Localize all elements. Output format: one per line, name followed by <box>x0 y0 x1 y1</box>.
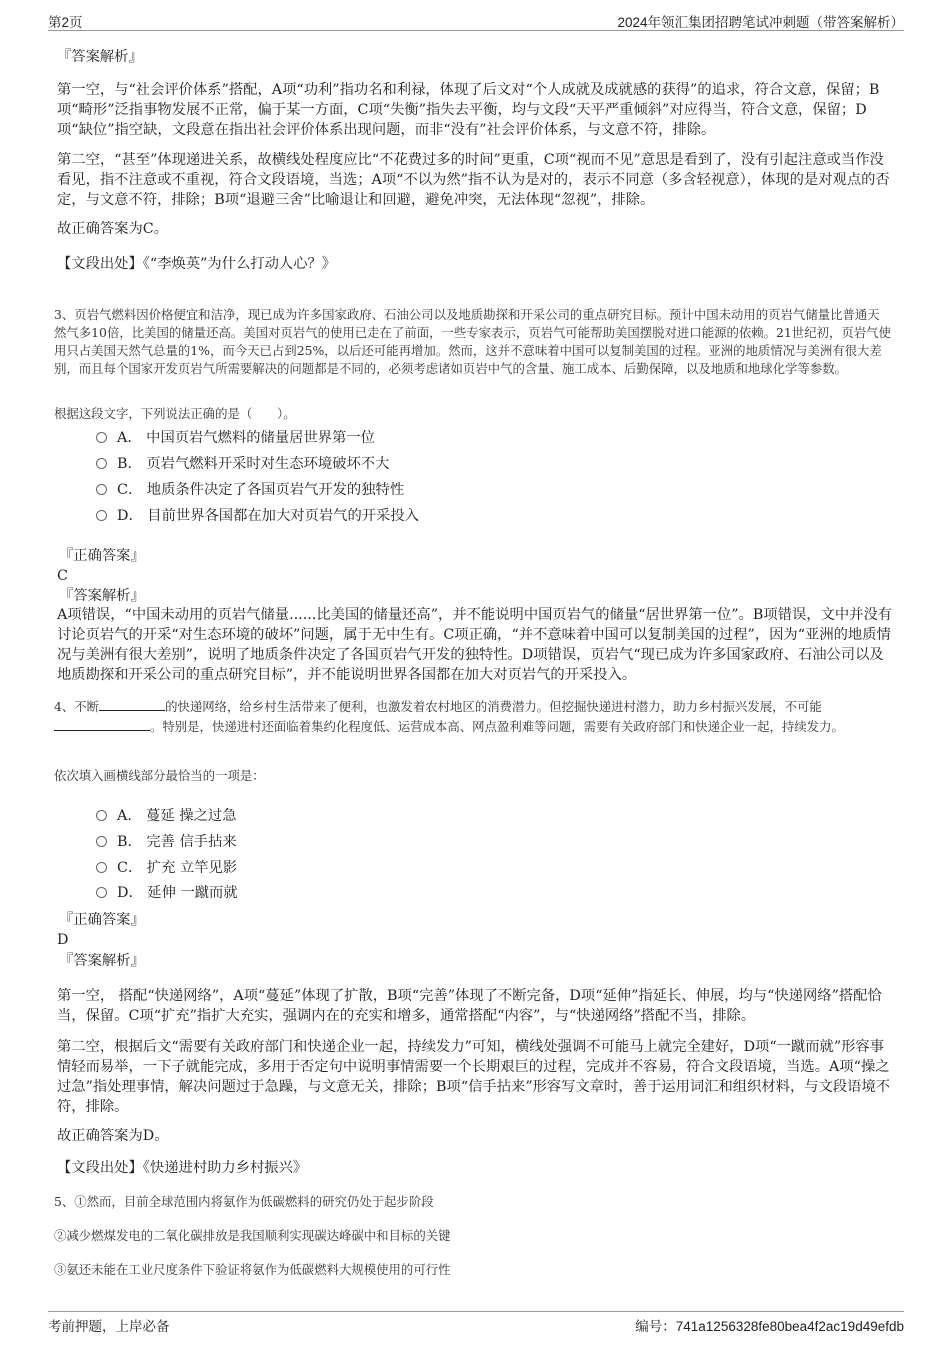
footer-slogan: 考前押题，上岸必备 <box>48 1319 170 1334</box>
source-citation: 【文段出处】《“李焕英”为什么打动人心？》 <box>57 256 337 272</box>
question-stem: 4、不断 的快递网络，给乡村生活带来了便利，也激发着农村地区的消费潜力。但挖掘快递进村潜力，助力乡村振兴发展，不可能。特别是，快递进村还面临着集约化程度低、运营成本高、网点盈利难等问题，需要有关政府部门和快递企业一起，持续发力。 <box>54 696 892 736</box>
radio-icon[interactable] <box>96 458 107 469</box>
analysis-paragraph: A项错误，“中国未动用的页岩气储量......比美国的储量还高”，并不能说明中国页岩气的储量“居世界第一位”。B项错误，文中并没有讨论页岩气的开采“对生态环境的破坏”问题，属于无中生有。C项正确，“并不意味着中国可以复制美国的过程”，因为“亚洲的地质情况与美洲有很大差别”，说明了地质条件决定了各国页岩气开发的独特性。D项错误，页岩气“现已成为许多国家政府、石油公司以及地质勘探和开采公司的重点研究目标”，并不能说明世界各国都在加大对页岩气的开采投入。 <box>57 607 893 683</box>
radio-icon[interactable] <box>96 887 107 898</box>
analysis-label: 『答案解析』 <box>59 588 145 604</box>
page-number: 第2页 <box>48 15 83 30</box>
source-citation: 【文段出处】《快递进村助力乡村振兴》 <box>57 1160 308 1176</box>
fill-blank <box>99 696 165 711</box>
question-prompt: 依次填入画横线部分最恰当的一项是： <box>54 768 265 783</box>
radio-icon[interactable] <box>96 862 107 873</box>
option-d[interactable]: D． 延伸 一蹴而就 <box>96 883 238 903</box>
radio-icon[interactable] <box>96 510 107 521</box>
sentence-3: ③氨还未能在工业尺度条件下验证将氨作为低碳燃料大规模使用的可行性 <box>54 1262 451 1277</box>
option-a[interactable]: A． 中国页岩气燃料的储量居世界第一位 <box>96 428 375 448</box>
correct-answer: C <box>57 568 68 584</box>
radio-icon[interactable] <box>96 810 107 821</box>
option-c[interactable]: C． 扩充 立竿见影 <box>96 858 237 878</box>
answer-label: 『正确答案』 <box>59 912 145 928</box>
radio-icon[interactable] <box>96 836 107 847</box>
option-a[interactable]: A． 蔓延 操之过急 <box>96 806 237 826</box>
sentence-2: ②减少燃煤发电的二氧化碳排放是我国顺利实现碳达峰碳中和目标的关键 <box>54 1228 451 1243</box>
answer-label: 『正确答案』 <box>59 548 145 564</box>
analysis-paragraph: 第一空，与“社会评价体系”搭配，A项“功利”指功名和利禄，体现了后文对“个人成就及成就感的获得”的追求，符合文意，保留；B项“畸形”泛指事物发展不正常，偏于某一方面，C项“失衡”指失去平衡，均与文段“天平严重倾斜”对应得当，符合文意，保留；D项“缺位”指空缺，文段意在指出社会评价体系出现问题，而非“没有”社会评价体系，与文意不符，排除。 <box>57 82 880 138</box>
option-b[interactable]: B． 页岩气燃料开采时对生态环境破坏不大 <box>96 454 389 474</box>
page-footer <box>48 1311 904 1332</box>
conclusion: 故正确答案为C。 <box>57 221 169 237</box>
analysis-paragraph: 第一空， 搭配“快递网络”，A项“蔓延”体现了扩散，B项“完善”体现了不断完备，D项“延伸”指延长、伸展，均与“快递网络”搭配恰当，保留。C项“扩充”指扩大充实，强调内在的充实和增多，通常搭配“内容”，与“快递网络”搭配不当，排除。 <box>57 988 882 1024</box>
question-prompt: 根据这段文字，下列说法正确的是（ ）。 <box>54 406 296 421</box>
sentence-1: 5、①然而，目前全球范围内将氨作为低碳燃料的研究仍处于起步阶段 <box>54 1194 434 1209</box>
option-d[interactable]: D． 目前世界各国都在加大对页岩气的开采投入 <box>96 506 419 526</box>
fill-blank <box>54 716 150 731</box>
correct-answer: D <box>57 932 69 948</box>
radio-icon[interactable] <box>96 484 107 495</box>
radio-icon[interactable] <box>96 432 107 443</box>
document-title: 2024年领汇集团招聘笔试冲刺题（带答案解析） <box>617 15 904 30</box>
document-id: 编号：741a1256328fe80bea4f2ac19d49efdb <box>635 1319 904 1334</box>
conclusion: 故正确答案为D。 <box>57 1128 169 1144</box>
option-b[interactable]: B． 完善 信手拈来 <box>96 832 237 852</box>
question-stem: 3、页岩气燃料因价格便宜和洁净，现已成为许多国家政府、石油公司以及地质勘探和开采公司的重点研究目标。预计中国未动用的页岩气储量比普通天然气多10倍，比美国的储量还高。美国对页岩气的使用已走在了前面，一些专家表示，页岩气可能帮助美国摆脱对进口能源的依赖。21世纪初，页岩气使用只占美国天然气总量的1%，而今天已占到25%，以后还可能再增加。然而，这并不意味着中国可以复制美国的过程。亚洲的地质情况与美洲有很大差别，而且每个国家开发页岩气所需要解决的问题都是不同的，必须考虑诸如页岩中气的含量、施工成本、后勤保障，以及地质和地球化学等参数。 <box>54 307 891 376</box>
analysis-label: 『答案解析』 <box>59 953 145 969</box>
option-c[interactable]: C． 地质条件决定了各国页岩气开发的独特性 <box>96 480 404 500</box>
analysis-paragraph: 第二空，“甚至”体现递进关系，故横线处程度应比“不花费过多的时间”更重，C项“视而不见”意思是看到了，没有引起注意或当作没看见，指不注意或不重视，符合文段语境，当选；A项“不以为然”指不认为是对的，表示不同意（多含轻视意），体现的是对观点的否定，与文意不符，排除；B项“退避三舍”比喻退让和回避，避免冲突，无法体现“忽视”，排除。 <box>57 152 890 208</box>
page-header <box>48 10 904 31</box>
analysis-label: 『答案解析』 <box>57 49 143 65</box>
analysis-paragraph: 第二空，根据后文“需要有关政府部门和快递企业一起，持续发力”可知，横线处强调不可能马上就完全建好，D项“一蹴而就”形容事情轻而易举，一下子就能完成，多用于否定句中说明事情需要一个长期艰巨的过程，完成并不容易，符合文段语境，当选。A项“操之过急”指处理事情，解决问题过于急躁，与文意无关，排除；B项“信手拈来”形容写文章时，善于运用词汇和组织材料，与文段语境不符，排除。 <box>57 1039 891 1115</box>
